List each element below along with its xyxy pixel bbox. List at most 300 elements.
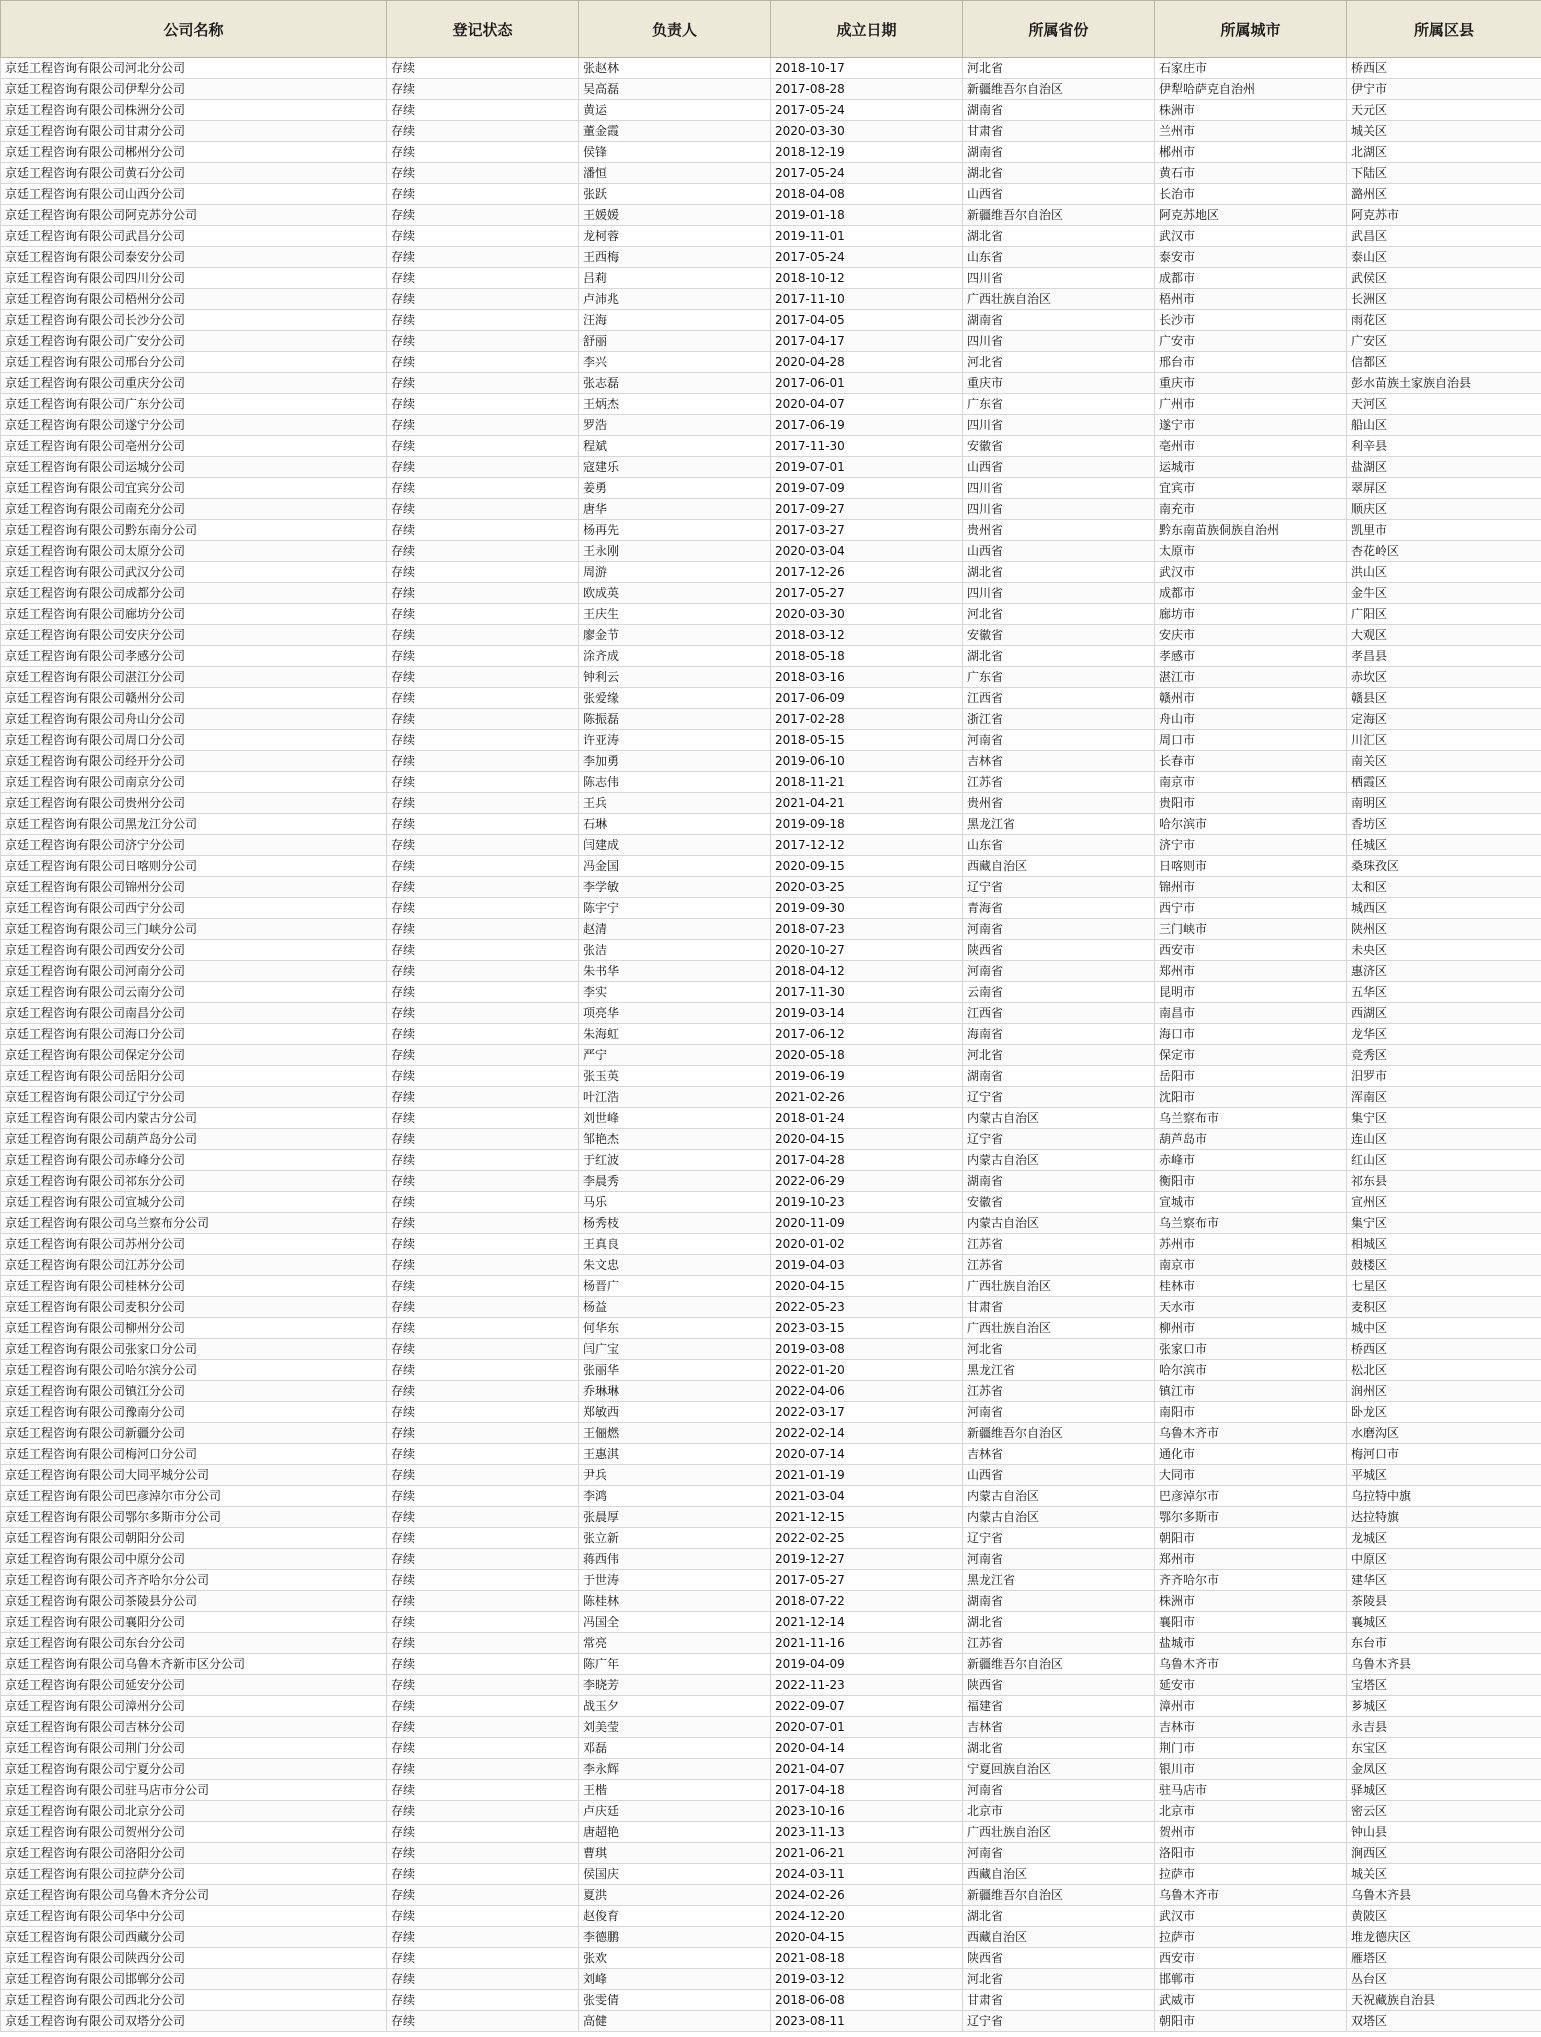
province-cell[interactable]: 江西省 bbox=[963, 1003, 1155, 1024]
company-name-cell[interactable]: 京廷工程咨询有限公司乌鲁木齐新市区分公司 bbox=[1, 1654, 387, 1675]
table-row[interactable] bbox=[1, 1003, 1541, 1024]
district-cell[interactable]: 未央区 bbox=[1347, 940, 1541, 961]
established-date-cell[interactable]: 2020-05-18 bbox=[771, 1045, 963, 1066]
province-cell[interactable]: 辽宁省 bbox=[963, 877, 1155, 898]
district-cell[interactable]: 桥西区 bbox=[1347, 58, 1541, 79]
province-cell[interactable]: 江苏省 bbox=[963, 1381, 1155, 1402]
company-name-cell[interactable]: 京廷工程咨询有限公司邯郸分公司 bbox=[1, 1969, 387, 1990]
established-date-cell[interactable]: 2020-03-04 bbox=[771, 541, 963, 562]
city-cell[interactable]: 岳阳市 bbox=[1155, 1066, 1347, 1087]
person-in-charge-cell[interactable]: 陈广年 bbox=[579, 1654, 771, 1675]
province-cell[interactable]: 山东省 bbox=[963, 835, 1155, 856]
person-in-charge-cell[interactable]: 冯金国 bbox=[579, 856, 771, 877]
city-cell[interactable]: 广州市 bbox=[1155, 394, 1347, 415]
province-cell[interactable]: 湖南省 bbox=[963, 1591, 1155, 1612]
status-cell[interactable]: 存续 bbox=[387, 646, 579, 667]
table-row[interactable] bbox=[1, 1528, 1541, 1549]
established-date-cell[interactable]: 2022-02-14 bbox=[771, 1423, 963, 1444]
table-row[interactable] bbox=[1, 1654, 1541, 1675]
province-cell[interactable]: 江苏省 bbox=[963, 1234, 1155, 1255]
person-in-charge-cell[interactable]: 战玉夕 bbox=[579, 1696, 771, 1717]
company-name-cell[interactable]: 京廷工程咨询有限公司东台分公司 bbox=[1, 1633, 387, 1654]
table-row[interactable] bbox=[1, 814, 1541, 835]
district-cell[interactable]: 广安区 bbox=[1347, 331, 1541, 352]
city-cell[interactable]: 贵阳市 bbox=[1155, 793, 1347, 814]
established-date-cell[interactable]: 2018-12-19 bbox=[771, 142, 963, 163]
established-date-cell[interactable]: 2024-02-26 bbox=[771, 1885, 963, 1906]
table-row[interactable] bbox=[1, 415, 1541, 436]
company-name-cell[interactable]: 京廷工程咨询有限公司拉萨分公司 bbox=[1, 1864, 387, 1885]
city-cell[interactable]: 南昌市 bbox=[1155, 1003, 1347, 1024]
established-date-cell[interactable]: 2023-03-15 bbox=[771, 1318, 963, 1339]
status-cell[interactable]: 存续 bbox=[387, 982, 579, 1003]
province-cell[interactable]: 河北省 bbox=[963, 58, 1155, 79]
district-cell[interactable]: 连山区 bbox=[1347, 1129, 1541, 1150]
city-cell[interactable]: 锦州市 bbox=[1155, 877, 1347, 898]
company-name-cell[interactable]: 京廷工程咨询有限公司华中分公司 bbox=[1, 1906, 387, 1927]
person-in-charge-cell[interactable]: 杨秀枝 bbox=[579, 1213, 771, 1234]
table-row[interactable] bbox=[1, 520, 1541, 541]
province-cell[interactable]: 山西省 bbox=[963, 184, 1155, 205]
table-row[interactable] bbox=[1, 1234, 1541, 1255]
person-in-charge-cell[interactable]: 唐超艳 bbox=[579, 1822, 771, 1843]
district-cell[interactable]: 桥西区 bbox=[1347, 1339, 1541, 1360]
province-cell[interactable]: 新疆维吾尔自治区 bbox=[963, 1885, 1155, 1906]
established-date-cell[interactable]: 2018-01-24 bbox=[771, 1108, 963, 1129]
table-row[interactable] bbox=[1, 1108, 1541, 1129]
established-date-cell[interactable]: 2017-06-01 bbox=[771, 373, 963, 394]
city-cell[interactable]: 洛阳市 bbox=[1155, 1843, 1347, 1864]
person-in-charge-cell[interactable]: 于世涛 bbox=[579, 1570, 771, 1591]
status-cell[interactable]: 存续 bbox=[387, 667, 579, 688]
city-cell[interactable]: 乌鲁木齐市 bbox=[1155, 1885, 1347, 1906]
company-name-cell[interactable]: 京廷工程咨询有限公司武昌分公司 bbox=[1, 226, 387, 247]
district-cell[interactable]: 长洲区 bbox=[1347, 289, 1541, 310]
header-city[interactable]: 所属城市 bbox=[1155, 1, 1347, 58]
established-date-cell[interactable]: 2020-03-30 bbox=[771, 121, 963, 142]
status-cell[interactable]: 存续 bbox=[387, 1654, 579, 1675]
district-cell[interactable]: 任城区 bbox=[1347, 835, 1541, 856]
person-in-charge-cell[interactable]: 王媛媛 bbox=[579, 205, 771, 226]
district-cell[interactable]: 雨花区 bbox=[1347, 310, 1541, 331]
table-row[interactable] bbox=[1, 877, 1541, 898]
district-cell[interactable]: 盐湖区 bbox=[1347, 457, 1541, 478]
company-name-cell[interactable]: 京廷工程咨询有限公司南充分公司 bbox=[1, 499, 387, 520]
table-row[interactable] bbox=[1, 1780, 1541, 1801]
status-cell[interactable]: 存续 bbox=[387, 373, 579, 394]
company-name-cell[interactable]: 京廷工程咨询有限公司长沙分公司 bbox=[1, 310, 387, 331]
established-date-cell[interactable]: 2019-09-30 bbox=[771, 898, 963, 919]
district-cell[interactable]: 桑珠孜区 bbox=[1347, 856, 1541, 877]
table-row[interactable] bbox=[1, 1213, 1541, 1234]
person-in-charge-cell[interactable]: 叶江浩 bbox=[579, 1087, 771, 1108]
city-cell[interactable]: 吉林市 bbox=[1155, 1717, 1347, 1738]
city-cell[interactable]: 石家庄市 bbox=[1155, 58, 1347, 79]
person-in-charge-cell[interactable]: 涂齐成 bbox=[579, 646, 771, 667]
person-in-charge-cell[interactable]: 李实 bbox=[579, 982, 771, 1003]
district-cell[interactable]: 伊宁市 bbox=[1347, 79, 1541, 100]
province-cell[interactable]: 湖北省 bbox=[963, 646, 1155, 667]
table-row[interactable] bbox=[1, 1885, 1541, 1906]
person-in-charge-cell[interactable]: 王炳杰 bbox=[579, 394, 771, 415]
established-date-cell[interactable]: 2021-03-04 bbox=[771, 1486, 963, 1507]
district-cell[interactable]: 东宝区 bbox=[1347, 1738, 1541, 1759]
status-cell[interactable]: 存续 bbox=[387, 184, 579, 205]
district-cell[interactable]: 红山区 bbox=[1347, 1150, 1541, 1171]
person-in-charge-cell[interactable]: 项亮华 bbox=[579, 1003, 771, 1024]
district-cell[interactable]: 金凤区 bbox=[1347, 1759, 1541, 1780]
city-cell[interactable]: 延安市 bbox=[1155, 1675, 1347, 1696]
city-cell[interactable]: 荆门市 bbox=[1155, 1738, 1347, 1759]
province-cell[interactable]: 湖北省 bbox=[963, 1738, 1155, 1759]
table-row[interactable] bbox=[1, 2011, 1541, 2032]
province-cell[interactable]: 河北省 bbox=[963, 1339, 1155, 1360]
person-in-charge-cell[interactable]: 杨再先 bbox=[579, 520, 771, 541]
district-cell[interactable]: 天河区 bbox=[1347, 394, 1541, 415]
district-cell[interactable]: 卧龙区 bbox=[1347, 1402, 1541, 1423]
city-cell[interactable]: 哈尔滨市 bbox=[1155, 814, 1347, 835]
established-date-cell[interactable]: 2018-04-08 bbox=[771, 184, 963, 205]
city-cell[interactable]: 拉萨市 bbox=[1155, 1927, 1347, 1948]
province-cell[interactable]: 内蒙古自治区 bbox=[963, 1108, 1155, 1129]
established-date-cell[interactable]: 2022-04-06 bbox=[771, 1381, 963, 1402]
company-name-cell[interactable]: 京廷工程咨询有限公司巴彦淖尔市分公司 bbox=[1, 1486, 387, 1507]
company-name-cell[interactable]: 京廷工程咨询有限公司遂宁分公司 bbox=[1, 415, 387, 436]
table-row[interactable] bbox=[1, 1801, 1541, 1822]
table-row[interactable] bbox=[1, 1906, 1541, 1927]
status-cell[interactable]: 存续 bbox=[387, 1675, 579, 1696]
status-cell[interactable]: 存续 bbox=[387, 1003, 579, 1024]
table-row[interactable] bbox=[1, 688, 1541, 709]
company-name-cell[interactable]: 京廷工程咨询有限公司梧州分公司 bbox=[1, 289, 387, 310]
company-name-cell[interactable]: 京廷工程咨询有限公司宜宾分公司 bbox=[1, 478, 387, 499]
table-row[interactable] bbox=[1, 352, 1541, 373]
status-cell[interactable]: 存续 bbox=[387, 100, 579, 121]
company-name-cell[interactable]: 京廷工程咨询有限公司阿克苏分公司 bbox=[1, 205, 387, 226]
province-cell[interactable]: 贵州省 bbox=[963, 520, 1155, 541]
status-cell[interactable]: 存续 bbox=[387, 352, 579, 373]
city-cell[interactable]: 湛江市 bbox=[1155, 667, 1347, 688]
person-in-charge-cell[interactable]: 周游 bbox=[579, 562, 771, 583]
district-cell[interactable]: 双塔区 bbox=[1347, 2011, 1541, 2032]
province-cell[interactable]: 湖北省 bbox=[963, 562, 1155, 583]
established-date-cell[interactable]: 2019-04-09 bbox=[771, 1654, 963, 1675]
city-cell[interactable]: 日喀则市 bbox=[1155, 856, 1347, 877]
district-cell[interactable]: 赤坎区 bbox=[1347, 667, 1541, 688]
city-cell[interactable]: 乌鲁木齐市 bbox=[1155, 1654, 1347, 1675]
city-cell[interactable]: 邯郸市 bbox=[1155, 1969, 1347, 1990]
person-in-charge-cell[interactable]: 邓磊 bbox=[579, 1738, 771, 1759]
established-date-cell[interactable]: 2022-09-07 bbox=[771, 1696, 963, 1717]
company-name-cell[interactable]: 京廷工程咨询有限公司苏州分公司 bbox=[1, 1234, 387, 1255]
province-cell[interactable]: 广西壮族自治区 bbox=[963, 1318, 1155, 1339]
table-row[interactable] bbox=[1, 1717, 1541, 1738]
established-date-cell[interactable]: 2017-05-24 bbox=[771, 100, 963, 121]
status-cell[interactable]: 存续 bbox=[387, 79, 579, 100]
table-row[interactable] bbox=[1, 856, 1541, 877]
company-name-cell[interactable]: 京廷工程咨询有限公司山西分公司 bbox=[1, 184, 387, 205]
person-in-charge-cell[interactable]: 张立新 bbox=[579, 1528, 771, 1549]
person-in-charge-cell[interactable]: 张欢 bbox=[579, 1948, 771, 1969]
established-date-cell[interactable]: 2024-12-20 bbox=[771, 1906, 963, 1927]
established-date-cell[interactable]: 2022-01-20 bbox=[771, 1360, 963, 1381]
status-cell[interactable]: 存续 bbox=[387, 1612, 579, 1633]
person-in-charge-cell[interactable]: 张丽华 bbox=[579, 1360, 771, 1381]
province-cell[interactable]: 湖南省 bbox=[963, 310, 1155, 331]
table-row[interactable] bbox=[1, 205, 1541, 226]
company-name-cell[interactable]: 京廷工程咨询有限公司祁东分公司 bbox=[1, 1171, 387, 1192]
province-cell[interactable]: 湖南省 bbox=[963, 100, 1155, 121]
province-cell[interactable]: 甘肃省 bbox=[963, 1990, 1155, 2011]
province-cell[interactable]: 黑龙江省 bbox=[963, 1570, 1155, 1591]
district-cell[interactable]: 太和区 bbox=[1347, 877, 1541, 898]
company-name-cell[interactable]: 京廷工程咨询有限公司郴州分公司 bbox=[1, 142, 387, 163]
established-date-cell[interactable]: 2019-09-18 bbox=[771, 814, 963, 835]
company-name-cell[interactable]: 京廷工程咨询有限公司赣州分公司 bbox=[1, 688, 387, 709]
company-name-cell[interactable]: 京廷工程咨询有限公司黔东南分公司 bbox=[1, 520, 387, 541]
district-cell[interactable]: 南明区 bbox=[1347, 793, 1541, 814]
status-cell[interactable]: 存续 bbox=[387, 499, 579, 520]
person-in-charge-cell[interactable]: 寇建乐 bbox=[579, 457, 771, 478]
company-name-cell[interactable]: 京廷工程咨询有限公司伊犁分公司 bbox=[1, 79, 387, 100]
person-in-charge-cell[interactable]: 刘峰 bbox=[579, 1969, 771, 1990]
header-province[interactable]: 所属省份 bbox=[963, 1, 1155, 58]
person-in-charge-cell[interactable]: 王楷 bbox=[579, 1780, 771, 1801]
company-name-cell[interactable]: 京廷工程咨询有限公司漳州分公司 bbox=[1, 1696, 387, 1717]
company-name-cell[interactable]: 京廷工程咨询有限公司赤峰分公司 bbox=[1, 1150, 387, 1171]
status-cell[interactable]: 存续 bbox=[387, 919, 579, 940]
district-cell[interactable]: 泰山区 bbox=[1347, 247, 1541, 268]
city-cell[interactable]: 朝阳市 bbox=[1155, 2011, 1347, 2032]
table-row[interactable] bbox=[1, 1591, 1541, 1612]
province-cell[interactable]: 河北省 bbox=[963, 1045, 1155, 1066]
district-cell[interactable]: 天祝藏族自治县 bbox=[1347, 1990, 1541, 2011]
person-in-charge-cell[interactable]: 杨益 bbox=[579, 1297, 771, 1318]
status-cell[interactable]: 存续 bbox=[387, 898, 579, 919]
district-cell[interactable]: 平城区 bbox=[1347, 1465, 1541, 1486]
district-cell[interactable]: 香坊区 bbox=[1347, 814, 1541, 835]
person-in-charge-cell[interactable]: 闫建成 bbox=[579, 835, 771, 856]
province-cell[interactable]: 新疆维吾尔自治区 bbox=[963, 1423, 1155, 1444]
district-cell[interactable]: 达拉特旗 bbox=[1347, 1507, 1541, 1528]
province-cell[interactable]: 广东省 bbox=[963, 667, 1155, 688]
company-name-cell[interactable]: 京廷工程咨询有限公司荆门分公司 bbox=[1, 1738, 387, 1759]
status-cell[interactable]: 存续 bbox=[387, 121, 579, 142]
table-row[interactable] bbox=[1, 1318, 1541, 1339]
person-in-charge-cell[interactable]: 许亚涛 bbox=[579, 730, 771, 751]
province-cell[interactable]: 陕西省 bbox=[963, 1675, 1155, 1696]
table-row[interactable] bbox=[1, 1675, 1541, 1696]
district-cell[interactable]: 驿城区 bbox=[1347, 1780, 1541, 1801]
district-cell[interactable]: 相城区 bbox=[1347, 1234, 1541, 1255]
company-name-cell[interactable]: 京廷工程咨询有限公司南昌分公司 bbox=[1, 1003, 387, 1024]
district-cell[interactable]: 密云区 bbox=[1347, 1801, 1541, 1822]
established-date-cell[interactable]: 2018-03-12 bbox=[771, 625, 963, 646]
province-cell[interactable]: 江西省 bbox=[963, 688, 1155, 709]
status-cell[interactable]: 存续 bbox=[387, 835, 579, 856]
table-row[interactable] bbox=[1, 709, 1541, 730]
established-date-cell[interactable]: 2017-11-30 bbox=[771, 436, 963, 457]
table-row[interactable] bbox=[1, 898, 1541, 919]
table-row[interactable] bbox=[1, 1864, 1541, 1885]
established-date-cell[interactable]: 2020-04-28 bbox=[771, 352, 963, 373]
person-in-charge-cell[interactable]: 王兵 bbox=[579, 793, 771, 814]
table-row[interactable] bbox=[1, 1276, 1541, 1297]
established-date-cell[interactable]: 2020-03-25 bbox=[771, 877, 963, 898]
province-cell[interactable]: 吉林省 bbox=[963, 1444, 1155, 1465]
province-cell[interactable]: 江苏省 bbox=[963, 772, 1155, 793]
table-row[interactable] bbox=[1, 772, 1541, 793]
established-date-cell[interactable]: 2022-05-23 bbox=[771, 1297, 963, 1318]
district-cell[interactable]: 龙城区 bbox=[1347, 1528, 1541, 1549]
person-in-charge-cell[interactable]: 张志磊 bbox=[579, 373, 771, 394]
city-cell[interactable]: 成都市 bbox=[1155, 268, 1347, 289]
header-established-date[interactable]: 成立日期 bbox=[771, 1, 963, 58]
status-cell[interactable]: 存续 bbox=[387, 1486, 579, 1507]
company-name-cell[interactable]: 京廷工程咨询有限公司济宁分公司 bbox=[1, 835, 387, 856]
established-date-cell[interactable]: 2018-05-15 bbox=[771, 730, 963, 751]
established-date-cell[interactable]: 2020-11-09 bbox=[771, 1213, 963, 1234]
status-cell[interactable]: 存续 bbox=[387, 541, 579, 562]
province-cell[interactable]: 四川省 bbox=[963, 331, 1155, 352]
province-cell[interactable]: 辽宁省 bbox=[963, 1087, 1155, 1108]
person-in-charge-cell[interactable]: 姜勇 bbox=[579, 478, 771, 499]
status-cell[interactable]: 存续 bbox=[387, 814, 579, 835]
company-name-cell[interactable]: 京廷工程咨询有限公司贺州分公司 bbox=[1, 1822, 387, 1843]
person-in-charge-cell[interactable]: 李永辉 bbox=[579, 1759, 771, 1780]
status-cell[interactable]: 存续 bbox=[387, 1906, 579, 1927]
table-row[interactable] bbox=[1, 79, 1541, 100]
person-in-charge-cell[interactable]: 张爱缘 bbox=[579, 688, 771, 709]
status-cell[interactable]: 存续 bbox=[387, 1990, 579, 2011]
district-cell[interactable]: 襄城区 bbox=[1347, 1612, 1541, 1633]
company-name-cell[interactable]: 京廷工程咨询有限公司孝感分公司 bbox=[1, 646, 387, 667]
province-cell[interactable]: 湖南省 bbox=[963, 1066, 1155, 1087]
established-date-cell[interactable]: 2017-04-17 bbox=[771, 331, 963, 352]
status-cell[interactable]: 存续 bbox=[387, 1402, 579, 1423]
province-cell[interactable]: 云南省 bbox=[963, 982, 1155, 1003]
province-cell[interactable]: 河南省 bbox=[963, 1549, 1155, 1570]
city-cell[interactable]: 哈尔滨市 bbox=[1155, 1360, 1347, 1381]
status-cell[interactable]: 存续 bbox=[387, 730, 579, 751]
table-row[interactable] bbox=[1, 1696, 1541, 1717]
city-cell[interactable]: 西安市 bbox=[1155, 1948, 1347, 1969]
company-name-cell[interactable]: 京廷工程咨询有限公司哈尔滨分公司 bbox=[1, 1360, 387, 1381]
city-cell[interactable]: 齐齐哈尔市 bbox=[1155, 1570, 1347, 1591]
established-date-cell[interactable]: 2019-03-08 bbox=[771, 1339, 963, 1360]
table-row[interactable] bbox=[1, 1255, 1541, 1276]
status-cell[interactable]: 存续 bbox=[387, 1969, 579, 1990]
established-date-cell[interactable]: 2020-04-15 bbox=[771, 1276, 963, 1297]
city-cell[interactable]: 遂宁市 bbox=[1155, 415, 1347, 436]
established-date-cell[interactable]: 2022-06-29 bbox=[771, 1171, 963, 1192]
established-date-cell[interactable]: 2021-08-18 bbox=[771, 1948, 963, 1969]
city-cell[interactable]: 天水市 bbox=[1155, 1297, 1347, 1318]
province-cell[interactable]: 西藏自治区 bbox=[963, 1864, 1155, 1885]
district-cell[interactable]: 堆龙德庆区 bbox=[1347, 1927, 1541, 1948]
district-cell[interactable]: 集宁区 bbox=[1347, 1108, 1541, 1129]
status-cell[interactable]: 存续 bbox=[387, 1927, 579, 1948]
company-name-cell[interactable]: 京廷工程咨询有限公司周口分公司 bbox=[1, 730, 387, 751]
person-in-charge-cell[interactable]: 郑敏西 bbox=[579, 1402, 771, 1423]
company-name-cell[interactable]: 京廷工程咨询有限公司延安分公司 bbox=[1, 1675, 387, 1696]
province-cell[interactable]: 河南省 bbox=[963, 1780, 1155, 1801]
city-cell[interactable]: 驻马店市 bbox=[1155, 1780, 1347, 1801]
person-in-charge-cell[interactable]: 邹艳杰 bbox=[579, 1129, 771, 1150]
table-row[interactable] bbox=[1, 499, 1541, 520]
person-in-charge-cell[interactable]: 龙柯蓉 bbox=[579, 226, 771, 247]
city-cell[interactable]: 梧州市 bbox=[1155, 289, 1347, 310]
table-row[interactable] bbox=[1, 289, 1541, 310]
person-in-charge-cell[interactable]: 董金霞 bbox=[579, 121, 771, 142]
table-row[interactable] bbox=[1, 982, 1541, 1003]
company-name-cell[interactable]: 京廷工程咨询有限公司新疆分公司 bbox=[1, 1423, 387, 1444]
company-name-cell[interactable]: 京廷工程咨询有限公司鄂尔多斯市分公司 bbox=[1, 1507, 387, 1528]
person-in-charge-cell[interactable]: 张雯倩 bbox=[579, 1990, 771, 2011]
province-cell[interactable]: 湖北省 bbox=[963, 226, 1155, 247]
status-cell[interactable]: 存续 bbox=[387, 604, 579, 625]
company-name-cell[interactable]: 京廷工程咨询有限公司河北分公司 bbox=[1, 58, 387, 79]
company-name-cell[interactable]: 京廷工程咨询有限公司广东分公司 bbox=[1, 394, 387, 415]
status-cell[interactable]: 存续 bbox=[387, 1213, 579, 1234]
district-cell[interactable]: 潞州区 bbox=[1347, 184, 1541, 205]
table-row[interactable] bbox=[1, 247, 1541, 268]
table-row[interactable] bbox=[1, 1339, 1541, 1360]
established-date-cell[interactable]: 2017-02-28 bbox=[771, 709, 963, 730]
person-in-charge-cell[interactable]: 舒丽 bbox=[579, 331, 771, 352]
person-in-charge-cell[interactable]: 王真良 bbox=[579, 1234, 771, 1255]
district-cell[interactable]: 赣县区 bbox=[1347, 688, 1541, 709]
city-cell[interactable]: 长治市 bbox=[1155, 184, 1347, 205]
status-cell[interactable]: 存续 bbox=[387, 2011, 579, 2032]
status-cell[interactable]: 存续 bbox=[387, 1759, 579, 1780]
district-cell[interactable]: 宣州区 bbox=[1347, 1192, 1541, 1213]
established-date-cell[interactable]: 2017-09-27 bbox=[771, 499, 963, 520]
table-row[interactable] bbox=[1, 625, 1541, 646]
status-cell[interactable]: 存续 bbox=[387, 457, 579, 478]
city-cell[interactable]: 张家口市 bbox=[1155, 1339, 1347, 1360]
status-cell[interactable]: 存续 bbox=[387, 1129, 579, 1150]
city-cell[interactable]: 保定市 bbox=[1155, 1045, 1347, 1066]
status-cell[interactable]: 存续 bbox=[387, 1570, 579, 1591]
company-name-cell[interactable]: 京廷工程咨询有限公司中原分公司 bbox=[1, 1549, 387, 1570]
status-cell[interactable]: 存续 bbox=[387, 1318, 579, 1339]
established-date-cell[interactable]: 2019-10-23 bbox=[771, 1192, 963, 1213]
established-date-cell[interactable]: 2019-04-03 bbox=[771, 1255, 963, 1276]
person-in-charge-cell[interactable]: 张玉英 bbox=[579, 1066, 771, 1087]
province-cell[interactable]: 山西省 bbox=[963, 541, 1155, 562]
city-cell[interactable]: 拉萨市 bbox=[1155, 1864, 1347, 1885]
company-name-cell[interactable]: 京廷工程咨询有限公司南京分公司 bbox=[1, 772, 387, 793]
company-name-cell[interactable]: 京廷工程咨询有限公司四川分公司 bbox=[1, 268, 387, 289]
table-row[interactable] bbox=[1, 1423, 1541, 1444]
established-date-cell[interactable]: 2017-06-09 bbox=[771, 688, 963, 709]
city-cell[interactable]: 苏州市 bbox=[1155, 1234, 1347, 1255]
city-cell[interactable]: 柳州市 bbox=[1155, 1318, 1347, 1339]
company-name-cell[interactable]: 京廷工程咨询有限公司黄石分公司 bbox=[1, 163, 387, 184]
province-cell[interactable]: 重庆市 bbox=[963, 373, 1155, 394]
person-in-charge-cell[interactable]: 侯国庆 bbox=[579, 1864, 771, 1885]
established-date-cell[interactable]: 2019-11-01 bbox=[771, 226, 963, 247]
district-cell[interactable]: 城西区 bbox=[1347, 898, 1541, 919]
district-cell[interactable]: 茶陵县 bbox=[1347, 1591, 1541, 1612]
person-in-charge-cell[interactable]: 张赵林 bbox=[579, 58, 771, 79]
person-in-charge-cell[interactable]: 黄运 bbox=[579, 100, 771, 121]
person-in-charge-cell[interactable]: 王西梅 bbox=[579, 247, 771, 268]
status-cell[interactable]: 存续 bbox=[387, 394, 579, 415]
table-row[interactable] bbox=[1, 100, 1541, 121]
district-cell[interactable]: 梅河口市 bbox=[1347, 1444, 1541, 1465]
